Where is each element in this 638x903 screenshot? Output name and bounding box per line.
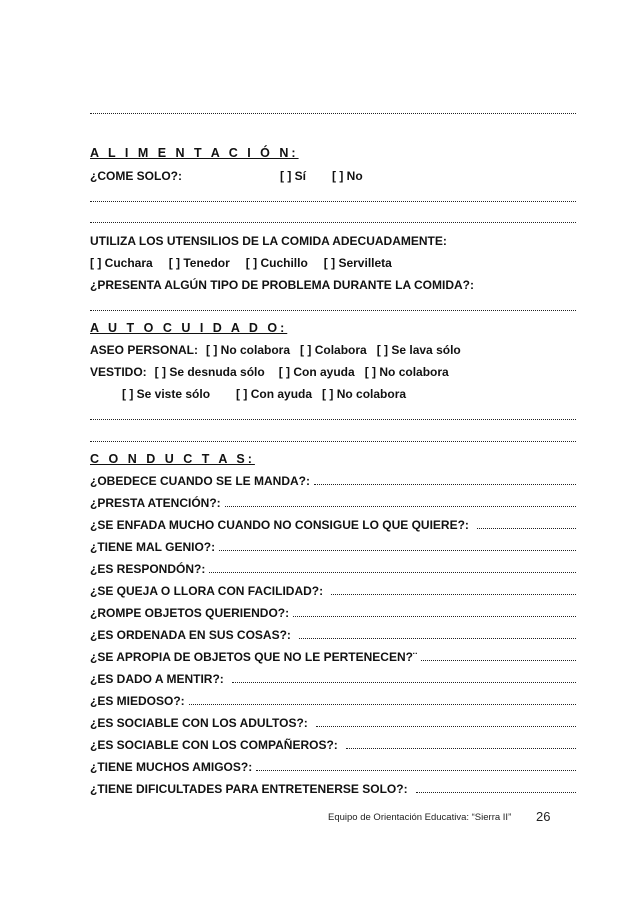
- question-label: ¿ES DADO A MENTIR?:: [90, 672, 224, 686]
- option-tenedor[interactable]: [ ] Tenedor: [168, 256, 230, 270]
- vestido-label: VESTIDO:: [90, 365, 147, 379]
- answer-line[interactable]: [90, 222, 576, 223]
- option-aseo-colabora[interactable]: [ ] Colabora: [300, 343, 367, 357]
- section-heading-conductas: C O N D U C T A S:: [90, 452, 255, 466]
- page-number: 26: [536, 809, 551, 824]
- question-conducta: [90, 495, 576, 511]
- question-conducta: [90, 517, 576, 533]
- aseo-label: ASEO PERSONAL:: [90, 343, 199, 357]
- question-label: ¿ES RESPONDÓN?:: [90, 562, 206, 576]
- form-page: [90, 0, 576, 903]
- question-label: ¿TIENE DIFICULTADES PARA ENTRETENERSE SOLO?:: [90, 782, 408, 796]
- answer-line[interactable]: [90, 310, 576, 311]
- question-label: ¿SE APROPIA DE OBJETOS QUE NO LE PERTENECEN?¨: [90, 650, 417, 664]
- question-label: ¿TIENE MUCHOS AMIGOS?:: [90, 760, 253, 774]
- question-conducta: [90, 583, 576, 599]
- question-conducta: [90, 759, 576, 775]
- question-problema-comida: ¿PRESENTA ALGÚN TIPO DE PROBLEMA DURANTE LA COMIDA?:: [90, 278, 474, 292]
- answer-line[interactable]: [331, 584, 576, 595]
- question-label: ¿COME SOLO?:: [90, 169, 182, 183]
- option-cuchara[interactable]: [ ] Cuchara: [90, 256, 153, 270]
- answer-line[interactable]: [346, 738, 576, 749]
- option-viste-con-ayuda[interactable]: [ ] Con ayuda: [236, 387, 313, 401]
- answer-line[interactable]: [90, 113, 576, 114]
- question-conducta: [90, 649, 576, 665]
- option-si[interactable]: [ ] Sí: [280, 169, 306, 183]
- answer-line[interactable]: [219, 540, 576, 551]
- question-label: ¿SE QUEJA O LLORA CON FACILIDAD?:: [90, 584, 324, 598]
- option-servilleta[interactable]: [ ] Servilleta: [323, 256, 392, 270]
- answer-line[interactable]: [256, 760, 576, 771]
- question-conducta: [90, 737, 576, 753]
- question-conducta: [90, 781, 576, 797]
- utensilios-options: [90, 255, 576, 271]
- question-conducta: [90, 473, 576, 489]
- answer-line[interactable]: [90, 441, 576, 442]
- question-conducta: [90, 605, 576, 621]
- option-se-desnuda[interactable]: [ ] Se desnuda sólo: [154, 365, 265, 379]
- section-heading-alimentacion: A L I M E N T A C I Ó N:: [90, 146, 299, 160]
- answer-line[interactable]: [314, 474, 576, 485]
- question-conducta: [90, 693, 576, 709]
- vestido-options-2: [90, 386, 576, 402]
- answer-line[interactable]: [90, 201, 576, 202]
- answer-line[interactable]: [225, 496, 576, 507]
- question-conducta: [90, 561, 576, 577]
- question-label: ¿PRESTA ATENCIÓN?:: [90, 496, 221, 510]
- question-label: ¿ES ORDENADA EN SUS COSAS?:: [90, 628, 291, 642]
- answer-line[interactable]: [232, 672, 576, 683]
- answer-line[interactable]: [316, 716, 576, 727]
- answer-line[interactable]: [299, 628, 576, 639]
- option-no[interactable]: [ ] No: [332, 169, 363, 183]
- option-desnuda-no-colabora[interactable]: [ ] No colabora: [364, 365, 449, 379]
- option-viste-no-colabora[interactable]: [ ] No colabora: [322, 387, 407, 401]
- option-cuchillo[interactable]: [ ] Cuchillo: [245, 256, 308, 270]
- answer-line[interactable]: [416, 782, 576, 793]
- question-label: ¿ROMPE OBJETOS QUERIENDO?:: [90, 606, 290, 620]
- question-aseo: [90, 342, 576, 358]
- question-conducta: [90, 715, 576, 731]
- question-utensilios: UTILIZA LOS UTENSILIOS DE LA COMIDA ADECUADAMENTE:: [90, 234, 447, 248]
- question-conducta: [90, 671, 576, 687]
- question-label: ¿ES MIEDOSO?:: [90, 694, 185, 708]
- question-vestido: [90, 364, 576, 380]
- answer-line[interactable]: [477, 518, 576, 529]
- question-label: ¿ES SOCIABLE CON LOS COMPAÑEROS?:: [90, 738, 338, 752]
- answer-line[interactable]: [209, 562, 576, 573]
- option-aseo-no-colabora[interactable]: [ ] No colabora: [206, 343, 291, 357]
- option-se-viste[interactable]: [ ] Se viste sólo: [122, 387, 211, 401]
- question-label: ¿OBEDECE CUANDO SE LE MANDA?:: [90, 474, 311, 488]
- answer-line[interactable]: [90, 419, 576, 420]
- question-label: ¿ES SOCIABLE CON LOS ADULTOS?:: [90, 716, 308, 730]
- answer-line[interactable]: [293, 606, 576, 617]
- question-come-solo: [90, 168, 576, 184]
- question-conducta: [90, 627, 576, 643]
- section-heading-autocuidado: A U T O C U I D A D O:: [90, 321, 288, 335]
- option-desnuda-con-ayuda[interactable]: [ ] Con ayuda: [278, 365, 355, 379]
- answer-line[interactable]: [421, 650, 576, 661]
- question-conducta: [90, 539, 576, 555]
- footer-text: Equipo de Orientación Educativa: “Sierra II”: [328, 812, 512, 823]
- question-label: ¿SE ENFADA MUCHO CUANDO NO CONSIGUE LO QUE QUIERE?:: [90, 518, 469, 532]
- answer-line[interactable]: [189, 694, 576, 705]
- option-aseo-se-lava[interactable]: [ ] Se lava sólo: [376, 343, 461, 357]
- question-label: ¿TIENE MAL GENIO?:: [90, 540, 216, 554]
